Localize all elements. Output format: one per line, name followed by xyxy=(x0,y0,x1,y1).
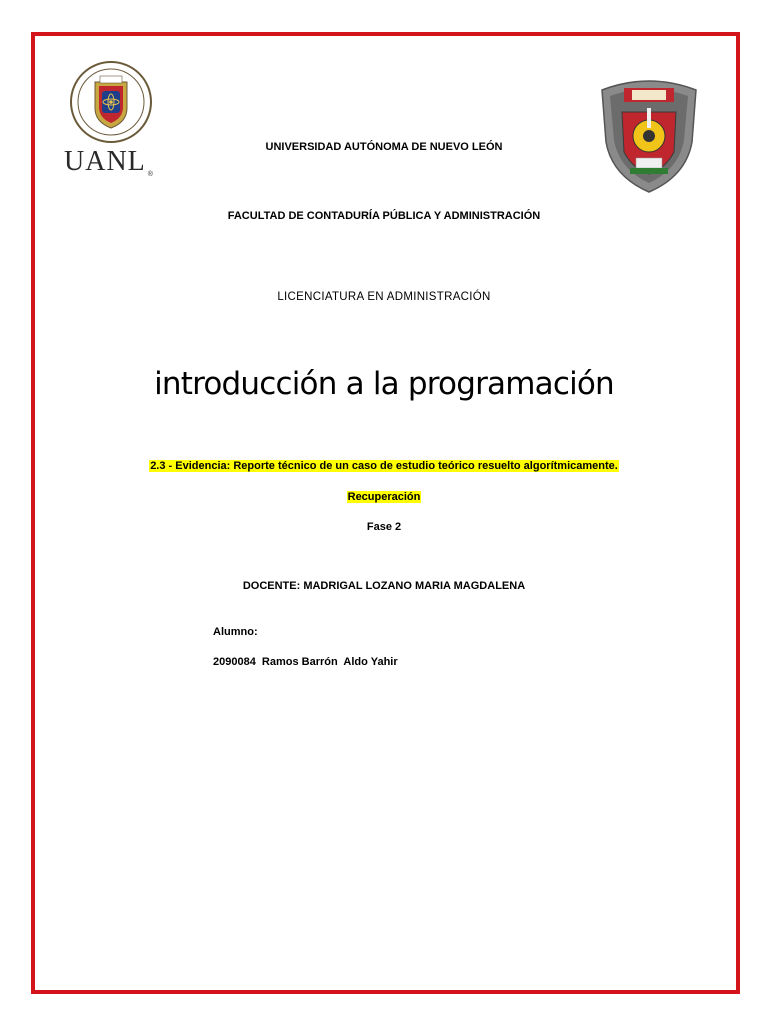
student-label: Alumno: xyxy=(213,626,258,638)
uanl-seal-icon xyxy=(64,60,168,150)
facpya-shield-icon xyxy=(594,72,704,196)
uanl-logo xyxy=(64,60,168,184)
facpya-logo xyxy=(594,72,704,196)
university-name: UNIVERSIDAD AUTÓNOMA DE NUEVO LEÓN xyxy=(265,141,503,153)
evidence-text: 2.3 - Evidencia: Reporte técnico de un caso de estudio teórico resuelto algorítmicamente. xyxy=(150,460,618,472)
student-entry: 2090084 Ramos Barrón Aldo Yahir xyxy=(213,656,398,668)
phase-label: Fase 2 xyxy=(366,521,402,533)
recovery-text: Recuperación xyxy=(347,491,421,503)
uanl-wordmark: UANL ® xyxy=(64,146,154,178)
teacher-label: DOCENTE: MADRIGAL LOZANO MARIA MAGDALENA xyxy=(242,580,526,592)
degree-name: LICENCIATURA EN ADMINISTRACIÓN xyxy=(277,291,491,303)
recovery-line xyxy=(0,491,768,503)
faculty-name: FACULTAD DE CONTADURÍA PÚBLICA Y ADMINISTRACIÓN xyxy=(227,210,541,222)
evidence-line xyxy=(0,460,768,472)
course-title: introducción a la programación xyxy=(154,366,614,402)
